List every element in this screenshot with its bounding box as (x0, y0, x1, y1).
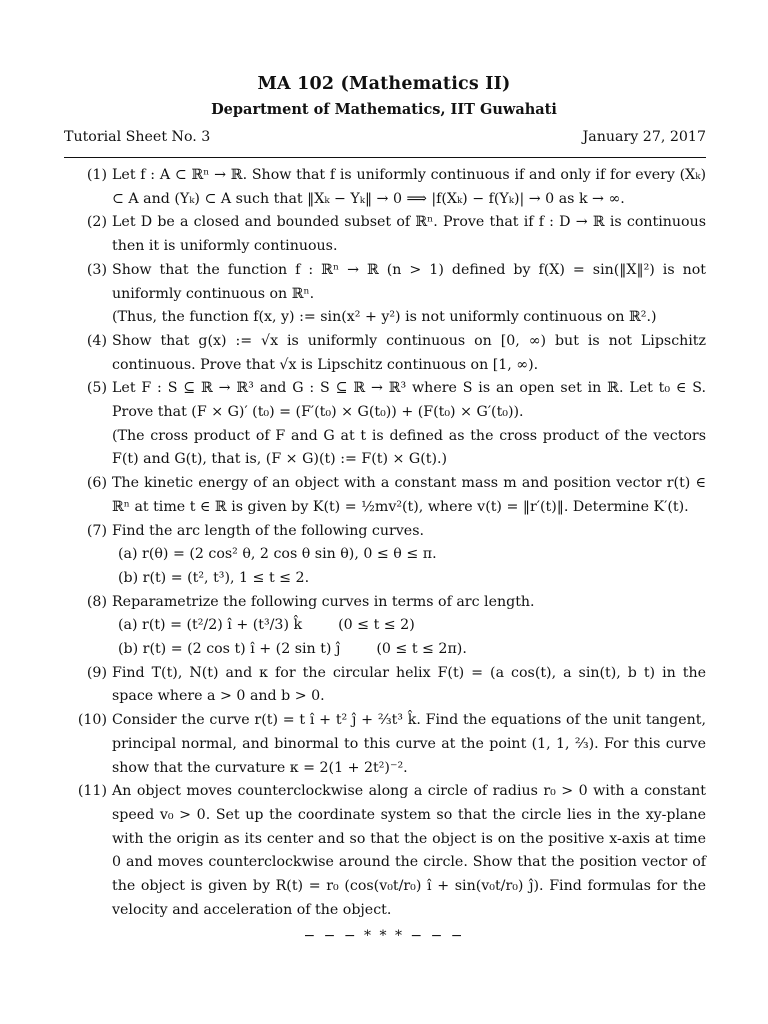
problem-11 (64, 780, 706, 922)
header-divider (64, 157, 706, 158)
problem-number: (6) (86, 475, 107, 492)
problem-number: (5) (86, 380, 107, 397)
problem-4 (64, 330, 706, 377)
problem-number: (11) (77, 783, 107, 800)
subpart-formula: (a) r(t) = (t²/2) î + (t³/3) k̂ (118, 617, 303, 634)
problem-number: (7) (86, 522, 107, 539)
problem-8 (64, 591, 706, 662)
problem-number: (8) (86, 593, 107, 610)
page-title: MA 102 (Mathematics II) (257, 74, 511, 94)
problem-text: Let D be a closed and bounded subset of ℝⁿ. Prove that if f : D → ℝ is continuous then it is uniformly continuous. (112, 214, 706, 255)
problem-note: (Thus, the function f(x, y) := sin(x² + y²) is not uniformly continuous on ℝ².) (112, 309, 657, 326)
problem-text: An object moves counterclockwise along a circle of radius r₀ > 0 with a constant speed v₀ > 0. Set up the coordinate system so that the circle lies in the xy-plane with the origin as its center and so that the object is on the positive x-axis at time 0 and moves counterclockwise around the circle. Show that the position vector of the object is given by R(t) = r₀ (cos(v₀t/r₀) î + sin(v₀t/r₀) ĵ). Find formulas for the velocity and acceleration of the object. (112, 783, 706, 918)
problem-number: (9) (86, 664, 107, 681)
problem-10 (64, 709, 706, 780)
problem-number: (1) (86, 167, 107, 183)
problem-number: (4) (86, 332, 107, 349)
problem-text: Find the arc length of the following curves. (112, 522, 424, 539)
problem-number: (2) (86, 214, 107, 231)
problem-text: Let F : S ⊆ ℝ → ℝ³ and G : S ⊆ ℝ → ℝ³ where S is an open set in ℝ. Let t₀ ∈ S. Prove that (F × G)′ (t₀) = (F′(t₀) × G(t₀)) + (F(t₀) × G′(t₀)). (112, 380, 706, 421)
subpart-b: (b) r(t) = (t², t³), 1 ≤ t ≤ 2. (118, 569, 310, 586)
problem-9 (64, 662, 706, 709)
sheet-meta (64, 129, 706, 145)
problem-5 (64, 377, 706, 472)
subpart-a: (a) r(θ) = (2 cos² θ, 2 cos θ sin θ), 0 ≤ θ ≤ π. (118, 546, 437, 563)
sheet-date: January 27, 2017 (582, 129, 706, 145)
tutorial-sheet-number: Tutorial Sheet No. 3 (64, 129, 211, 145)
problem-text: Find T(t), N(t) and κ for the circular helix F(t) = (a cos(t), a sin(t), b t) in the space where a > 0 and b > 0. (112, 664, 706, 705)
problem-number: (3) (86, 261, 107, 278)
problem-text: The kinetic energy of an object with a constant mass m and position vector r(t) ∈ ℝⁿ at time t ∈ ℝ is given by K(t) = ½mv²(t), where v(t) = ‖r′(t)‖. Determine K′(t). (112, 475, 706, 515)
problem-text: Let f : A ⊂ ℝⁿ → ℝ. Show that f is uniformly continuous if and only if for every (Xₖ) ⊂ A and (Yₖ) ⊂ A such that ‖Xₖ − Yₖ‖ → 0 ⟹ |f(Xₖ) − f(Yₖ)| → 0 as k → ∞. (112, 167, 706, 207)
problem-2 (64, 211, 706, 258)
problem-1 (64, 164, 706, 211)
department-name: Department of Mathematics, IIT Guwahati (211, 101, 557, 118)
problem-3 (64, 259, 706, 330)
subpart-b (112, 638, 706, 662)
problem-text: Show that the function f : ℝⁿ → ℝ (n > 1) defined by f(X) = sin(‖X‖²) is not uniformly continuous on ℝⁿ. (112, 261, 706, 302)
subpart-range: (0 ≤ t ≤ 2) (338, 617, 415, 634)
problem-note: (The cross product of F and G at t is defined as the cross product of the vectors F(t) and G(t), that is, (F × G)(t) := F(t) × G(t).) (112, 427, 706, 468)
problem-text: Consider the curve r(t) = t î + t² ĵ + ⅔t³ k̂. Find the equations of the unit tangent, principal normal, and binormal to this curve at the point (1, 1, ⅔). For this curve show that the curvature κ = 2(1 + 2t²)⁻². (112, 712, 706, 776)
problem-7 (64, 520, 706, 591)
subpart-formula: (b) r(t) = (2 cos t) î + (2 sin t) ĵ (118, 641, 341, 658)
problem-list (64, 164, 706, 923)
problem-number: (10) (77, 712, 107, 729)
subpart-a (112, 614, 706, 638)
problem-text: Show that g(x) := √x is uniformly continuous on [0, ∞) but is not Lipschitz continuous. Prove that √x is Lipschitz continuous on [1, ∞). (112, 332, 706, 373)
end-mark: − − − * * * − − − (303, 928, 465, 944)
problem-6 (64, 472, 706, 519)
subpart-range: (0 ≤ t ≤ 2π). (376, 641, 467, 658)
problem-text: Reparametrize the following curves in terms of arc length. (112, 593, 535, 610)
